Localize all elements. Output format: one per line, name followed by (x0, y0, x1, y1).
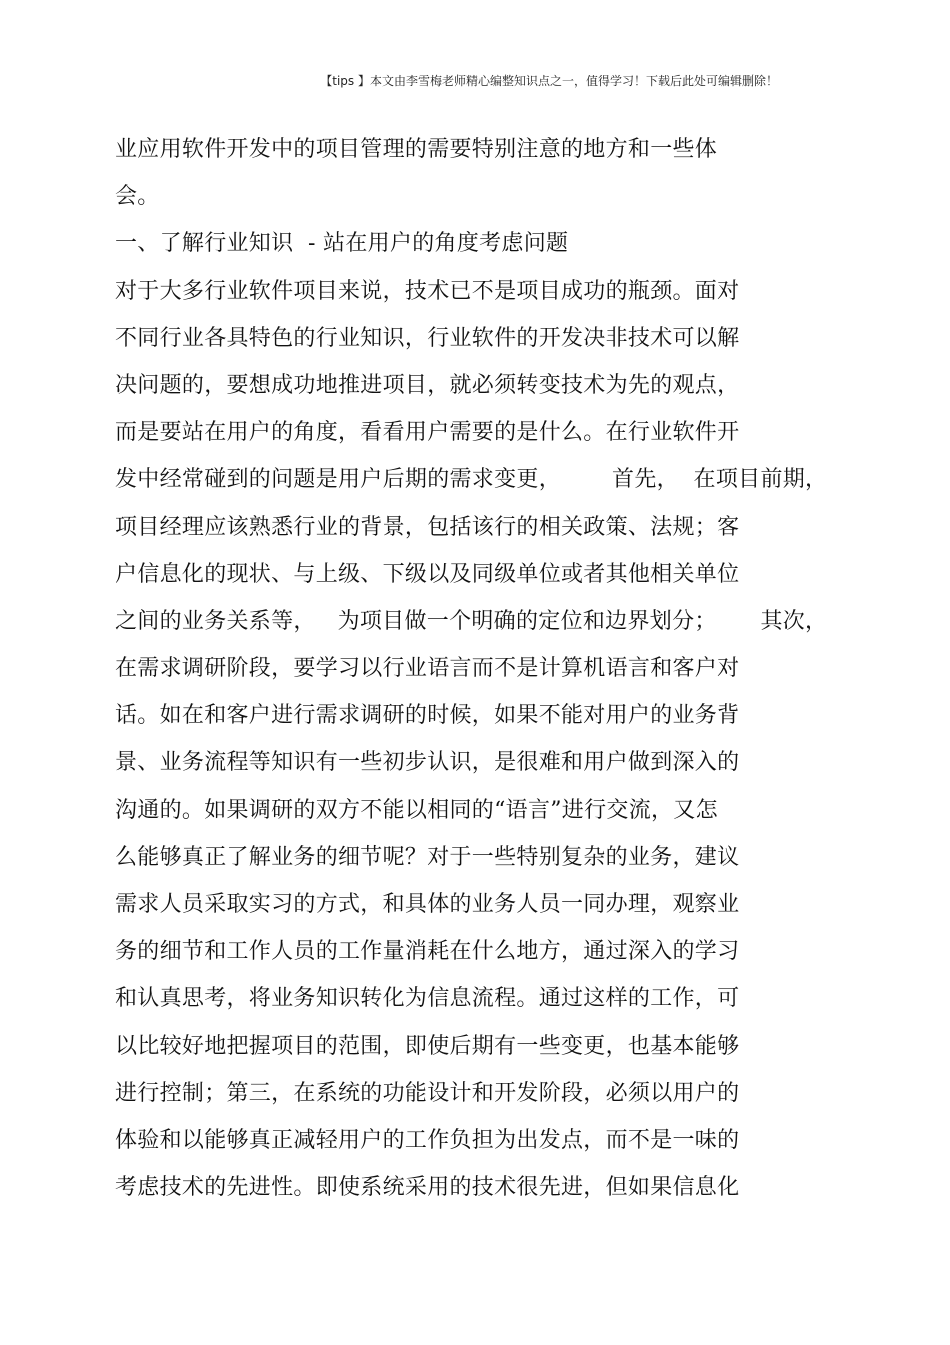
text-line: 么能够真正了解业务的细节呢？对于一些特别复杂的业务，建议 (115, 844, 740, 870)
text-line: 项目经理应该熟悉行业的背景，包括该行的相关政策、法规；客 (115, 514, 740, 540)
tips-header: 【tips 】本文由李雪梅老师精心编整知识点之一，值得学习！下载后此处可编辑删除！ (320, 74, 778, 88)
text-line: 话。如在和客户进行需求调研的时候，如果不能对用户的业务背 (115, 703, 740, 729)
text-line: 和认真思考，将业务知识转化为信息流程。通过这样的工作，可 (115, 986, 740, 1012)
text-line: 对于大多行业软件项目来说，技术已不是项目成功的瓶颈。面对 (115, 278, 740, 304)
text-line: 进行控制；第三，在系统的功能设计和开发阶段，必须以用户的 (115, 1080, 740, 1106)
document-body (115, 126, 855, 1211)
text-line: 沟通的。如果调研的双方不能以相同的“语言”进行交流，又怎 (115, 797, 718, 823)
text-line: 需求人员采取实习的方式，和具体的业务人员一同办理，观察业 (115, 892, 740, 917)
text-line: 业应用软件开发中的项目管理的需要特别注意的地方和一些体 (115, 137, 718, 162)
text-line: 而是要站在用户的角度，看看用户需要的是什么。在行业软件开 (115, 420, 740, 446)
text-line: 不同行业各具特色的行业知识，行业软件的开发决非技术可以解 (115, 325, 740, 351)
text-line: 务的细节和工作人员的工作量消耗在什么地方，通过深入的学习 (115, 939, 740, 965)
section-heading: 一、了解行业知识 - 站在用户的角度考虑问题 (115, 231, 569, 257)
text-line: 体验和以能够真正减轻用户的工作负担为出发点，而不是一味的 (115, 1127, 740, 1153)
text-line: 决问题的，要想成功地推进项目，就必须转变技术为先的观点， (115, 372, 740, 398)
text-line: 会。 (115, 184, 160, 210)
text-line: 景、业务流程等知识有一些初步认识，是很难和用户做到深入的 (115, 750, 740, 776)
text-line: 之间的业务关系等， 为项目做一个明确的定位和边界划分； 其次， (115, 608, 828, 634)
text-line: 发中经常碰到的问题是用户后期的需求变更， 首先， 在项目前期， (115, 467, 828, 493)
text-line: 考虑技术的先进性。即使系统采用的技术很先进，但如果信息化 (115, 1175, 740, 1201)
text-line: 在需求调研阶段，要学习以行业语言而不是计算机语言和客户对 (115, 656, 740, 682)
text-line: 户信息化的现状、与上级、下级以及同级单位或者其他相关单位 (115, 561, 740, 587)
text-line: 以比较好地把握项目的范围，即使后期有一些变更，也基本能够 (115, 1033, 740, 1059)
